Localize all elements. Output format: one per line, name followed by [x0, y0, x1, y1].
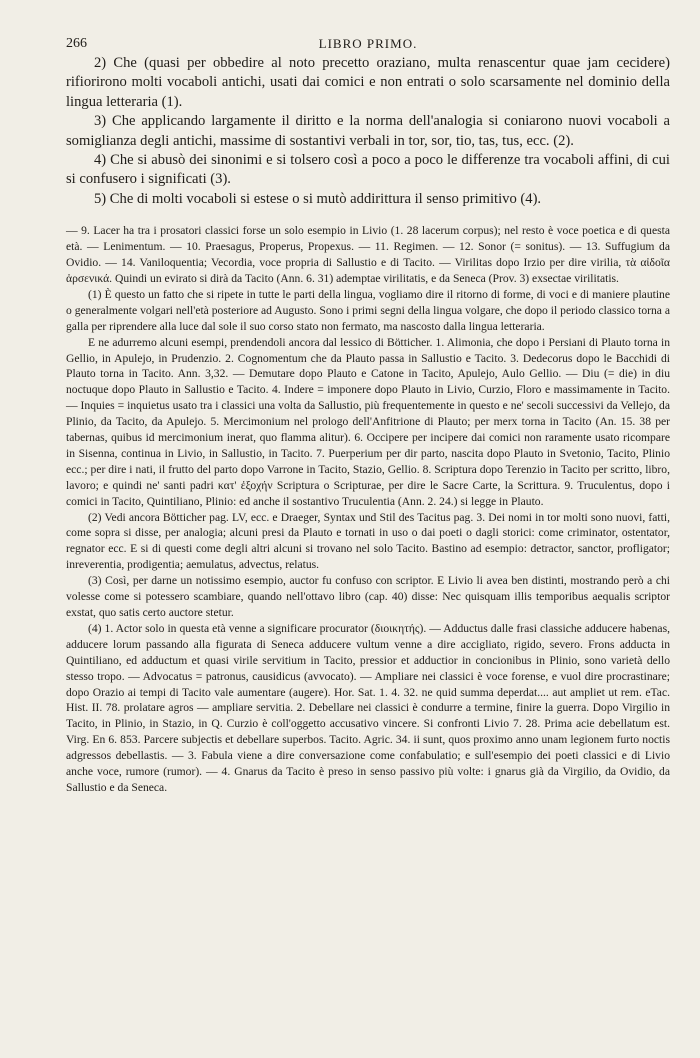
running-title: LIBRO PRIMO. [318, 36, 418, 51]
footnote-2: (2) Vedi ancora Bötticher pag. LV, ecc. e Draeger, Syntax und Stil des Tacitus pag. 3. Dei nomi in tor molti sono nuovi, fatti, come sopra si disse, per analogia; alcuni presi da Plauto e tornati in uso o dai poeti o dagli storici: come criminator, ostentator, regnator ecc. E si di questi come degli altri alcuni si trovano nel solo Tacito. Bastino ad esempio: detractor, sanctor, profligator; inreverentia, prodigentia; aemulatus, advectus, relatus. [66, 510, 670, 572]
footnote-4: (4) 1. Actor solo in questa età venne a significare procurator (διοικητής). — Adductus dalle frasi classiche adducere habenas, adducere lorum passando alla figurata di Seneca adducere vultum venne a dire accigliato, rigido, severo. Frons adducta in Quintiliano, ed adductum et quasi virile servitium in Tacito, pressior et adductior in concionibus in Plinio, sono varietà dello stesso tropo. — Advocatus = patronus, causidicus (avvocato). — Ampliare nei classici è voce forense, e vuol dire procrastinare; dopo Orazio ai tempi di Tacito vale aumentare (augere). Hor. Sat. 1. 4. 32. ne quid summa deperdat.... aut ampliet ut rem. eTac. Hist. II. 78. prolatare agros — ampliare servitia. 2. Debellare nei classici è condurre a termine, finire la guerra. Dopo Virgilio in Tacito, in Plinio, in Stazio, in Q. Curzio è coll'oggetto accusativo vincere. Si confronti Livio 7. 28. Prima acie debellatum est. Virg. En 6. 853. Parcere subjectis et debellare superbos. Tacito. Agric. 34. ii sunt, quos proximo anno unam legionem furto noctis adgressos debellastis. — 3. Fabula viene a dire conversazione come confabulatio; e sull'esempio dei poeti classici e di Livio anche voce, rumore (rumor). — 4. Gnarus da Tacito è preso in senso passivo più volte: i gnarus già da Virgilio, da Ovidio, da Sallustio e da Seneca. [66, 621, 670, 794]
main-paragraph: 4) Che si abusò dei sinonimi e si tolsero così a poco a poco le differenze tra vocaboli affini, di cui si confusero i significati (3). [66, 152, 670, 188]
page-number: 266 [66, 36, 87, 51]
main-text [66, 54, 670, 209]
main-paragraph: 3) Che applicando largamente il diritto e la norma dell'analogia si coniarono nuovi vocaboli a somiglianza degli antichi, massime di sostantivi verbali in tor, sor, tio, tas, tus, ecc. (2). [66, 113, 670, 149]
section-gap [66, 209, 670, 223]
page-header [66, 34, 670, 54]
footnote-1: (1) È questo un fatto che si ripete in tutte le parti della lingua, vogliamo dire il ritorno di forme, di voci e di maniere plautine o generalmente volgari nell'età posteriore ad Augusto. Sono i primi segni della lingua volgare, che dopo il periodo classico torna a galla per riprendere alla luce dal sole il suo corso stato non fermato, ma nascosto dalla lingua letteraria. [66, 287, 670, 333]
main-paragraph: 5) Che di molti vocaboli si estese o si mutò addirittura il senso primitivo (4). [94, 190, 542, 207]
footnote-1-examples: E ne adurremo alcuni esempi, prendendoli ancora dal lessico di Bötticher. 1. Alimonia, che dopo i Persiani di Plauto torna in Gellio, in Apulejo, in Prudenzio. 2. Cognomentum che da Plauto passa in Sallustio e Tacito. 3. Dedecorus dopo le Bacchidi di Plauto torna in Tacito. Ann. 3,32. — Demutare dopo Plauto e Catone in Tacito, Apulejo, Aulo Gellio. — Diu (= die) in diu noctuque dopo Plauto in Sallustio e Tacito. 4. Indere = imponere dopo Plauto in Livio, Curzio, Floro e massimamente in Tacito. — Inquies = inquietus usato tra i classici una volta da Sallustio, più frequentemente in questo e ne' secoli successivi da Vellejo, da Plinio, da Tacito, da Apulejo. 5. Mercimonium nel prologo dell'Anfitrione di Plauto; per merx torna in Tacito (An. 15. 38 per tabernas, quibus id mercimonium inerat, quo flamma alitur). 6. Occipere per incipere dai comici non raramente usato ricompare in Sisenna, continua in Livio, in Sallustio, in Tacito. 7. Puerperium per dir parto, nascita dopo Plauto in Svetonio, Tacito, Plinio ecc.; per dire i nati, il frutto del parto dopo Varrone in Tacito, Stazio, Gellio. 8. Scriptura dopo Terenzio in Tacito per scritto, libro, lavoro; e quindi ne' santi padri κατ' ἐξοχήν Scriptura o Scripturae, per dire le Sacre Carte, la Scrittura. 9. Truculentus, dopo i comici in Tacito, Quintiliano, Plinio: ed anche il sostantivo Truculentia (Ann. 2. 24.) si legge in Plauto. [66, 335, 670, 508]
footnote-continuation: — 9. Lacer ha tra i prosatori classici forse un solo esempio in Livio (1. 28 lacerum corpus); nel resto è voce poetica e di questa età. — Lenimentum. — 10. Praesagus, Properus, Propexus. — 11. Regimen. — 12. Sonor (= sonitus). — 13. Suffugium da Ovidio. — 14. Vaniloquentia; Vecordia, voce propria di Sallustio e di Tacito. — Virilitas dopo Irzio per dire virilia, τὰ αἰδοῖα ἀρσενικά. Quindi un evirato si dirà da Tacito (Ann. 6. 31) ademptae virilitatis, e da Seneca (Prov. 3) exsectae virilitatis. [66, 224, 670, 285]
footnotes [66, 223, 670, 796]
footnote-3: (3) Così, per darne un notissimo esempio, auctor fu confuso con scriptor. E Livio li avea ben distinti, mostrando però a chi volesse come si potessero scambiare, quando nell'ottavo libro (cap. 40) disse: Nec quisquam illis temporibus aequalis scriptor exstat, quo satis certo auctore stetur. [66, 574, 670, 619]
main-paragraph: 2) Che (quasi per obbedire al noto precetto oraziano, multa renascentur quae jam cecidere) rifiorirono molti vocaboli antichi, usati dai comici e non entrati o solo scarsamente nel dominio della lingua letteraria (1). [66, 55, 670, 110]
